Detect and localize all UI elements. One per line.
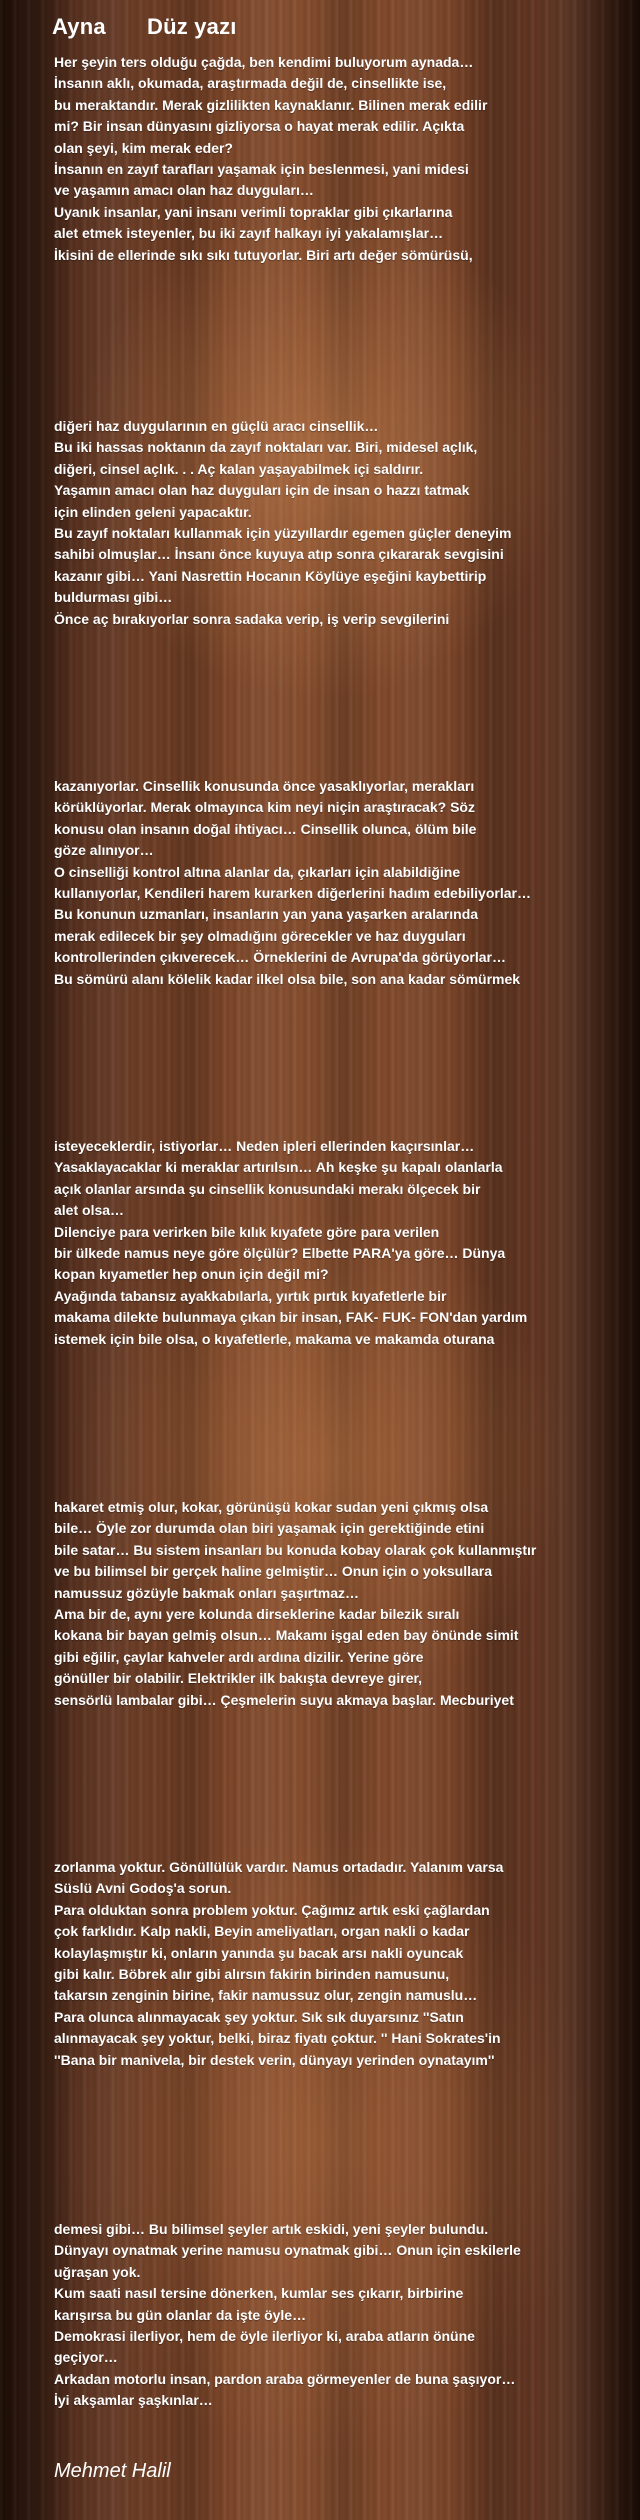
text-line: istemek için bile olsa, o kıyafetlerle, makama ve makamda oturana <box>54 1330 495 1347</box>
text-line: demesi gibi… Bu bilimsel şeyler artık eskidi, yeni şeyler bulundu. <box>54 2221 489 2237</box>
text-line: İkisini de ellerinde sıkı sıkı tutuyorlar. Biri artı değer sömürüsü, <box>54 246 473 263</box>
text-line: buldurması gibi… <box>54 589 173 606</box>
text-line: Ayağında tabansız ayakkabılarla, yırtık pırtık kıyafetlerle bir <box>54 1287 447 1304</box>
text-line: kazanır gibi… Yani Nasrettin Hocanın Köylüye eşeğini kaybettirip <box>54 567 487 584</box>
text-line: Para olduktan sonra problem yoktur. Çağımız artık eski çağlardan <box>54 1901 490 1918</box>
text-line: ve yaşamın amacı olan haz duyguları… <box>54 182 314 199</box>
text-line: Arkadan motorlu insan, pardon araba görmeyenler de buna şaşıyor… <box>54 2370 516 2387</box>
text-line: çok farklıdır. Kalp nakli, Beyin ameliyatları, organ nakli o kadar <box>54 1923 470 1940</box>
text-line: sahibi olmuşlar… İnsanı önce kuyuya atıp sonra çıkararak sevgisini <box>54 546 504 563</box>
text-line: İnsanın aklı, okumada, araştırmada değil de, cinsellikte ise, <box>54 75 447 92</box>
text-line: bir ülkede namus neye göre ölçülür? Elbette PARA'ya göre… Dünya <box>54 1245 506 1262</box>
text-line: sensörlü lambalar gibi… Çeşmelerin suyu akmaya başlar. Mecburiyet <box>54 1691 514 1708</box>
text-line: bile satar… Bu sistem insanları bu konuda kobay olarak çok kullanmıştır <box>54 1541 537 1558</box>
text-line: Dünyayı oynatmak yerine namusu oynatmak gibi… Onun için eskilerle <box>54 2242 521 2259</box>
text-line: isteyeceklerdir, istiyorlar… Neden ipleri ellerinden kaçırsınlar… <box>54 1138 475 1154</box>
poem-genre: Düz yazı <box>147 14 237 39</box>
text-line: Yasaklayacaklar ki meraklar artırılsın… Ah keşke şu kapalı olanlarla <box>54 1159 503 1176</box>
text-line: Demokrasi ilerliyor, hem de öyle ilerliyor ki, araba atların önüne <box>54 2328 475 2345</box>
text-line: geçiyor… <box>54 2349 118 2366</box>
text-line: İnsanın en zayıf tarafları yaşamak için beslenmesi, yani midesi <box>54 161 469 178</box>
text-line: Bu konunun uzmanları, insanların yan yana yaşarken aralarında <box>54 906 479 923</box>
text-line: için elinden geleni yapacaktır. <box>54 503 252 520</box>
text-line: makama dilekte bulunmaya çıkan bir insan, FAK- FUK- FON'dan yardım <box>54 1309 528 1326</box>
text-line: kullanıyorlar, Kendileri harem kurarken diğerlerini hadım edebiliyorlar… <box>54 885 531 902</box>
text-line: Para olunca alınmayacak şey yoktur. Sık sık duyarsınız ''Satın <box>54 2008 464 2025</box>
text-line: bile… Öyle zor durumda olan biri yaşamak için gerektiğinde etini <box>54 1520 485 1537</box>
text-line: Ama bir de, aynı yere kolunda dirseklerine kadar bilezik sıralı <box>54 1606 460 1623</box>
text-line: uğraşan yok. <box>54 2263 141 2280</box>
text-line: ''Bana bir manivela, bir destek verin, dünyayı yerinden oynatayım'' <box>54 2051 495 2068</box>
text-line: merak edilecek bir şey olmadığını görecekler ve haz duyguları <box>54 927 466 944</box>
text-line: kontrollerinden çıkıverecek… Örneklerini de Avrupa'da görüyorlar… <box>54 949 506 966</box>
paragraph-block-5 <box>54 1497 536 1711</box>
paragraph-block-2 <box>54 416 512 630</box>
text-line: göze alınıyor… <box>54 842 154 859</box>
text-line: Kum saati nasıl tersine dönerken, kumlar ses çıkarır, birbirine <box>54 2285 464 2302</box>
text-line: mi? Bir insan dünyasını gizliyorsa o hayat merak edilir. Açıkta <box>54 118 465 135</box>
text-line: bu meraktandır. Merak gizlilikten kaynaklanır. Bilinen merak edilir <box>54 96 488 113</box>
text-line: alet olsa… <box>54 1202 125 1219</box>
text-line: İyi akşamlar şaşkınlar… <box>54 2392 213 2409</box>
paragraph-block-1 <box>54 52 487 266</box>
text-line: Her şeyin ters olduğu çağda, ben kendimi buluyorum aynada… <box>54 54 474 70</box>
text-line: konusu olan insanın doğal ihtiyacı… Cinsellik olunca, ölüm bile <box>54 820 477 837</box>
text-line: kazanıyorlar. Cinsellik konusunda önce yasaklıyorlar, merakları <box>54 778 475 794</box>
text-line: O cinselliği kontrol altına alanlar da, çıkarları için alabildiğine <box>54 863 461 880</box>
text-line: olan şeyi, kim merak eder? <box>54 139 233 156</box>
text-line: diğeri haz duygularının en güçlü aracı cinsellik… <box>54 418 379 434</box>
text-line: Süslü Avni Godoş'a sorun. <box>54 1880 232 1897</box>
text-line: alet etmek isteyenler, bu iki zayıf halkayı iyi yakalamışlar… <box>54 225 444 242</box>
text-line: namussuz gözüyle bakmak onları şaşırtmaz… <box>54 1584 359 1601</box>
text-line: Bu zayıf noktaları kullanmak için yüzyıllardır egemen güçler deneyim <box>54 525 512 542</box>
text-line: kolaylaşmıştır ki, onların yanında şu bacak arsı nakli oyuncak <box>54 1944 464 1961</box>
text-line: gönüller bir olabilir. Elektrikler ilk bakışta devreye girer, <box>54 1670 423 1687</box>
paragraph-block-6 <box>54 1857 503 2071</box>
paragraph-block-7 <box>54 2219 521 2412</box>
text-line: ve bu bilimsel bir gerçek haline gelmiştir… Onun için o yoksullara <box>54 1563 493 1580</box>
text-line: açık olanlar arsında şu cinsellik konusundaki merakı ölçecek bir <box>54 1180 481 1197</box>
text-line: kopan kıyametler hep onun için değil mi? <box>54 1266 329 1283</box>
text-line: zorlanma yoktur. Gönüllülük vardır. Namus ortadadır. Yalanım varsa <box>54 1859 504 1875</box>
text-line: karışırsa bu gün olanlar da işte öyle… <box>54 2306 307 2323</box>
text-line: gibi kalır. Böbrek alır gibi alırsın fakirin birinden namusunu, <box>54 1966 450 1983</box>
text-line: körüklüyorlar. Merak olmayınca kim neyi niçin araştıracak? Söz <box>54 799 475 816</box>
author-signature: Mehmet Halil <box>54 2460 171 2482</box>
text-line: kokana bir bayan gelmiş olsun… Makamı işgal eden bay önünde simit <box>54 1627 519 1644</box>
text-line: Uyanık insanlar, yani insanı verimli topraklar gibi çıkarlarına <box>54 203 453 220</box>
text-line: alınmayacak şey yoktur, belki, biraz fiyatı çoktur. '' Hani Sokrates'in <box>54 2030 501 2047</box>
text-line: Bu iki hassas noktanın da zayıf noktaları var. Biri, midesel açlık, <box>54 439 478 456</box>
text-line: diğeri, cinsel açlık. . . Aç kalan yaşayabilmek içi saldırır. <box>54 460 424 477</box>
poem-title-name: Ayna <box>52 14 106 39</box>
text-line: hakaret etmiş olur, kokar, görünüşü kokar sudan yeni çıkmış olsa <box>54 1499 489 1515</box>
text-line: gibi eğilir, çaylar kahveler ardı ardına dizilir. Yerine göre <box>54 1648 424 1665</box>
paragraph-block-4 <box>54 1136 527 1350</box>
text-line: Yaşamın amacı olan haz duyguları için de insan o hazzı tatmak <box>54 482 470 499</box>
text-line: Dilenciye para verirken bile kılık kıyafete göre para verilen <box>54 1223 440 1240</box>
text-line: Önce aç bırakıyorlar sonra sadaka verip, iş verip sevgilerini <box>54 610 450 627</box>
paragraph-block-3 <box>54 776 531 990</box>
text-line: takarsın zenginin birine, fakir namussuz olur, zengin namuslu… <box>54 1987 478 2004</box>
poem-title <box>52 14 237 40</box>
text-line: Bu sömürü alanı kölelik kadar ilkel olsa bile, son ana kadar sömürmek <box>54 970 521 987</box>
